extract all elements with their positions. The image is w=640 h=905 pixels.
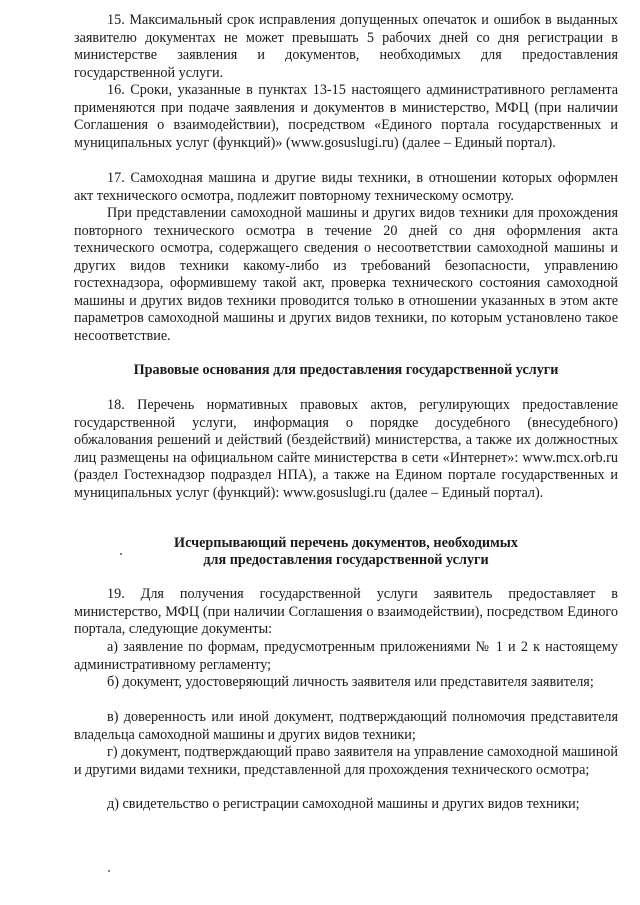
heading-legal-basis: Правовые основания для предоставления государственной услуги [133,362,559,378]
paragraph-18: 18. Перечень нормативных правовых актов, регулирующих предоставление государственной услуги, информация о порядке досудебного (внесудебного) обжалования решений и действий (бездействий) министерства, а также их должностных лиц размещены на официальном сайте министерства в сети «Интернет»: www.mcx.orb.ru (раздел Гостехнадзор подраздел НПА), а также на Едином портале государственных и муниципальных услуг (функций): www.gosuslugi.ru (далее – Единый портал). [74,397,618,501]
paragraph-17: 17. Самоходная машина и другие виды техники, в отношении которых оформлен акт технического осмотра, подлежит повторному техническому осмотру. [74,170,618,204]
paragraph-16: 16. Сроки, указанные в пунктах 13-15 настоящего административного регламента применяются при подаче заявления и документов в министерство, МФЦ (при наличии Соглашения о взаимодействии), посредством «Единого портала государственных и муниципальных услуг (функций)» (www.gosuslugi.ru) (далее – Единый портал). [74,82,618,151]
heading-documents-line-2: для предоставления государственной услуги [203,552,489,568]
paragraph-19-d: г) документ, подтверждающий право заявителя на управление самоходной машиной и другими видами техники, представленной для прохождения технического осмотра; [74,744,618,778]
heading-documents-line-1: Исчерпывающий перечень документов, необходимых [174,535,518,551]
paragraph-19: 19. Для получения государственной услуги заявитель предоставляет в министерство, МФЦ (при наличии Соглашения о взаимодействии), посредством Единого портала, следующие документы: [74,586,618,637]
paragraph-19-a: а) заявление по формам, предусмотренным приложениями № 1 и 2 к настоящему административному регламенту; [74,639,618,673]
paragraph-19-e: д) свидетельство о регистрации самоходной машины и других видов техники; [107,796,580,812]
heading-documents [74,535,618,569]
scan-speck [120,553,122,555]
paragraph-15: 15. Максимальный срок исправления допущенных опечаток и ошибок в выданных заявителю документах не может превышать 5 рабочих дней со дня регистрации в министерстве заявления и документов, необходимых для предоставления государственной услуги. [74,12,618,81]
scan-speck [108,870,110,872]
paragraph-19-c: в) доверенность или иной документ, подтверждающий полномочия представителя владельца самоходной машины и других видов техники; [74,709,618,743]
paragraph-17-continued: При представлении самоходной машины и других видов техники для прохождения повторного технического осмотра в течение 20 дней со дня оформления акта технического осмотра, содержащего сведения о несоответствии самоходной машины и других видов техники какому-либо из требований безопасности, управлению гостехнадзора, оформившему такой акт, проверка технического состояния самоходной машины и других видов техники проводится только в отношении указанных в этом акте параметров самоходной машины и других видов техники, по которым установлено такое несоответствие. [74,205,618,344]
paragraph-19-b: б) документ, удостоверяющий личность заявителя или представителя заявителя; [107,674,594,690]
